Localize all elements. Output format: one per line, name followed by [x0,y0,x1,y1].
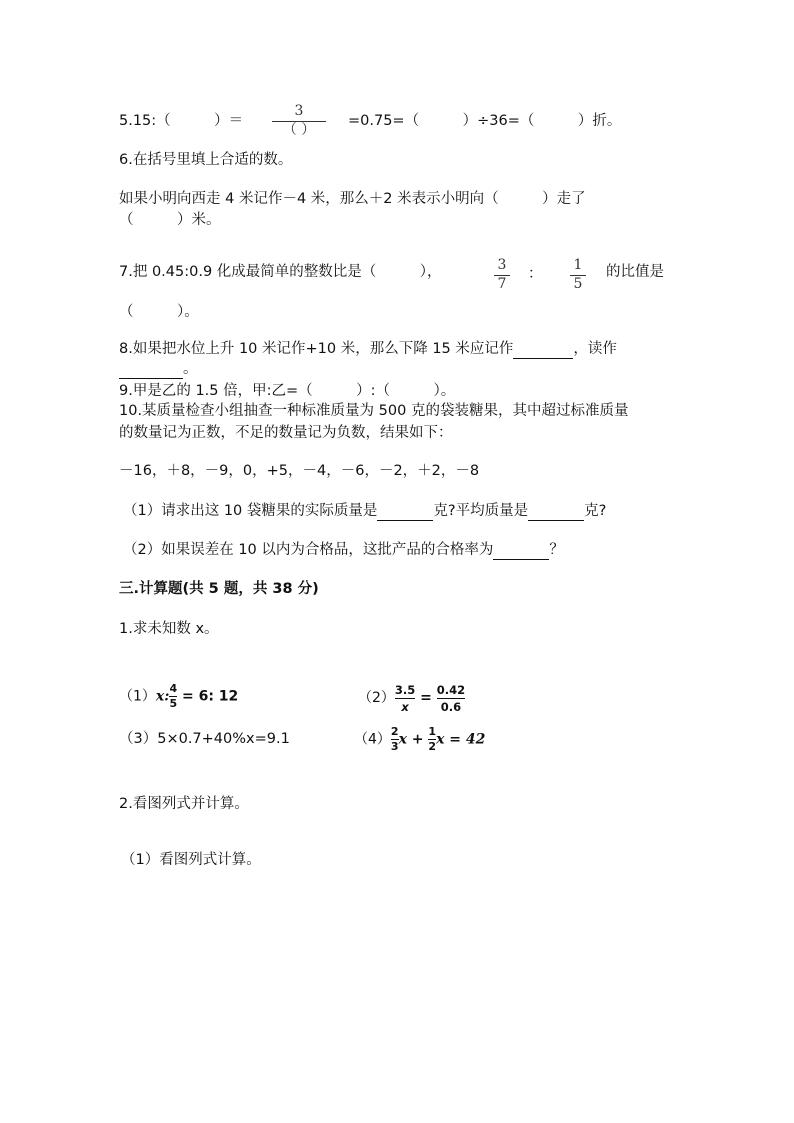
equation-1-fraction-numerator: 4 [169,682,178,695]
q10-sub-1-blank-1[interactable] [377,502,433,521]
equation-2 [358,680,465,716]
q5-fraction [272,104,326,138]
q10-sub-1-b: 克?平均质量是 [433,503,529,519]
q7-colon: ： [528,266,543,282]
equation-4-tail: x = 42 [436,731,486,748]
q5-blank-2[interactable] [419,113,463,129]
q5-prefix: 5.15:（ [119,113,171,129]
q10-sub-2 [123,541,564,560]
q10-sub-1-a: （1）请求出这 10 袋糖果的实际质量是 [123,503,378,519]
equation-4-label: （4） [354,731,391,748]
q5-fraction-numerator: 3 [294,103,304,119]
q10-sub-1-c: 克? [584,503,607,519]
q7-fraction-2-denominator: 5 [573,276,583,292]
equation-4-mid: x + [398,731,429,748]
q8-line-2 [119,360,198,379]
q5-mid-2: =0.75=（ [348,113,420,129]
q6-title: 6.在括号里填上合适的数。 [119,152,293,168]
q8-blank-1[interactable] [513,340,573,359]
q7-fraction-1-numerator: 3 [497,257,507,273]
equation-4-fraction-1-numerator: 2 [390,725,399,738]
q5-fraction-denominator[interactable]: （ ） [282,122,316,138]
equation-1-fraction [169,683,177,710]
section-3-heading: 三.计算题(共 5 题，共 38 分) [119,581,319,597]
q7-fraction-2-numerator: 1 [573,257,583,273]
q7-line-1: 7.把 0.45:0.9 化成最简单的整数比是（ ）， [119,264,442,280]
fraction-bar [437,698,465,699]
q10-sub-1-blank-2[interactable] [528,502,584,521]
q8-blank-2[interactable] [119,360,183,379]
equation-4-fraction-1-denominator: 3 [390,740,399,753]
q10-values: －16，＋8，－9，0，+5，－4，－6，－2，＋2，－8 [119,463,480,479]
q10-line-1: 10.某质量检查小组抽查一种标准质量为 500 克的袋装糖果，其中超过标准质量 [119,403,629,419]
equation-2-left-numerator: 3.5 [394,682,416,697]
q5-blank-3[interactable] [534,113,578,129]
q7-fraction-2 [570,258,586,292]
q5-line-rest [348,112,621,130]
equation-4 [354,726,485,753]
equation-4-fraction-2-numerator: 1 [428,725,437,738]
q9-line: 9.甲是乙的 1.5 倍，甲:乙=（ ）:（ ）。 [119,383,456,399]
q10-sub-2-blank[interactable] [493,541,549,560]
q7-fraction-1-denominator: 7 [497,276,507,292]
q6-line-2: （ ）米。 [119,212,221,228]
equation-1-rest: = 6: 12 [177,688,239,705]
q10-line-2: 的数量记为正数，不足的数量记为负数，结果如下： [119,425,453,441]
equation-1-x: x: [155,688,170,705]
q7-line-2: （ ）。 [119,304,199,320]
equation-2-left-denominator: x [401,699,409,714]
equation-4-fraction-1 [391,726,399,753]
equation-4-fraction-2-denominator: 2 [428,740,437,753]
q5-mid-3: ）÷36=（ [462,113,535,129]
q5-blank-1[interactable] [171,113,215,129]
equation-1-fraction-denominator: 5 [169,697,178,710]
q10-sub-2-b: ？ [549,542,564,558]
section-3-q2-sub-1: （1）看图列式计算。 [121,852,261,868]
q10-sub-2-a: （2）如果误差在 10 以内为合格品，这批产品的合格率为 [123,542,494,558]
q8-period: 。 [183,361,198,377]
section-3-q1-title: 1.求未知数 x。 [119,621,219,637]
q5-mid-1: ）＝ [214,113,244,129]
equation-3: （3）5×0.7+40%x=9.1 [119,731,290,747]
q8-text: 8.如果把水位上升 10 米记作+10 米，那么下降 15 米应记作 [119,341,514,357]
q5-line [119,112,243,130]
equation-2-right-fraction [437,683,465,714]
q7-tail: 的比值是 [606,264,664,280]
q5-suffix: ）折。 [577,113,622,129]
equation-2-label: （2） [358,690,395,706]
q7-fraction-1 [494,258,510,292]
q8-comma: ，读作 [573,341,617,357]
equation-4-fraction-2 [428,726,436,753]
equation-2-left-fraction [395,683,415,714]
equation-2-right-denominator: 0.6 [440,699,462,714]
equation-1 [119,683,238,710]
fraction-bar [395,698,415,699]
section-3-q2-title: 2.看图列式并计算。 [119,796,249,812]
q10-sub-1 [123,502,606,521]
equation-2-right-numerator: 0.42 [436,682,466,697]
equation-1-label: （1） [119,688,156,705]
q6-line-1: 如果小明向西走 4 米记作－4 米，那么＋2 米表示小明向（ ）走了 [119,191,586,207]
q8-line-1 [119,340,617,359]
equation-2-equals: = [415,690,437,706]
